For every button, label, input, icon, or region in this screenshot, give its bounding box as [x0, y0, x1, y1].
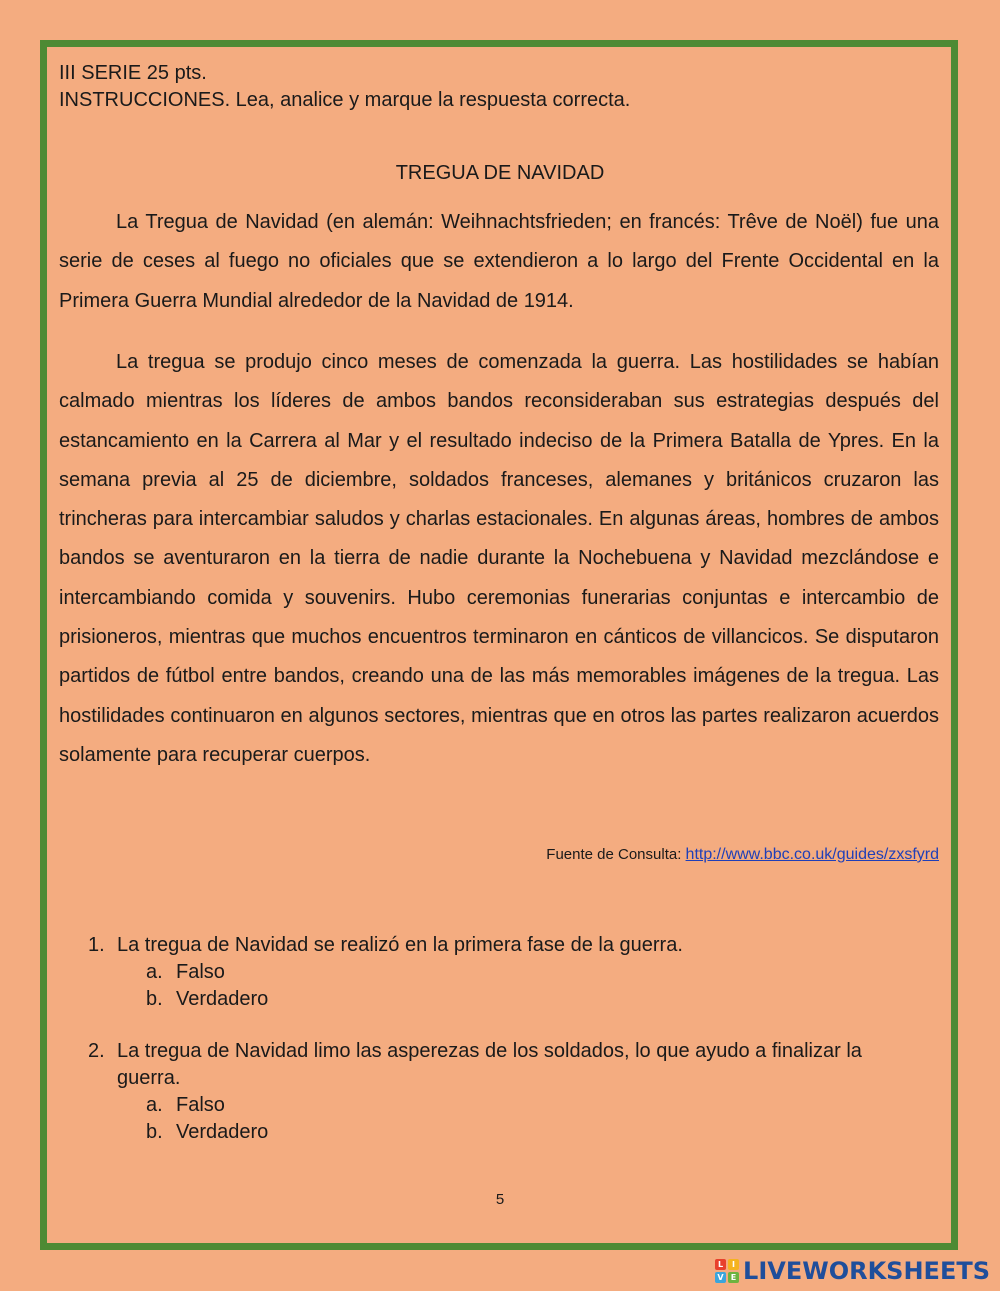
option-letter: a.	[146, 961, 163, 983]
source-label: Fuente de Consulta:	[546, 846, 682, 863]
option-letter: b.	[146, 988, 163, 1010]
option-letter: b.	[146, 1121, 163, 1143]
logo-letter-l: L	[715, 1259, 726, 1270]
source-link[interactable]: http://www.bbc.co.uk/guides/zxsfyrd	[685, 846, 939, 863]
answer-option-2b[interactable]	[88, 1119, 888, 1146]
question-2	[88, 1038, 888, 1146]
question-number: 1.	[88, 934, 105, 956]
page-number: 5	[495, 1191, 505, 1208]
logo-letter-i: I	[728, 1259, 739, 1270]
option-label: Verdadero	[176, 1121, 269, 1143]
option-label: Falso	[176, 1094, 225, 1116]
option-label: Falso	[176, 961, 225, 983]
liveworksheets-logo-icon	[715, 1259, 739, 1283]
question-1	[88, 932, 888, 1013]
liveworksheets-brand	[715, 1256, 990, 1286]
answer-option-1a[interactable]	[88, 959, 888, 986]
source-citation	[546, 845, 939, 865]
series-label: III SERIE 25 pts.	[59, 62, 207, 84]
question-text: La tregua de Navidad limo las asperezas de los soldados, lo que ayudo a finalizar la guerra.	[117, 1040, 862, 1089]
reading-paragraph-1: La Tregua de Navidad (en alemán: Weihnachtsfrieden; en francés: Trêve de Noël) fue una serie de ceses al fuego no oficiales que se extendieron a lo largo del Frente Occidental en la Primera Guerra Mundial alrededor de la Navidad de 1914.	[59, 211, 939, 312]
question-number: 2.	[88, 1040, 105, 1062]
worksheet-header	[59, 60, 630, 114]
option-label: Verdadero	[176, 988, 269, 1010]
logo-letter-v: V	[715, 1272, 726, 1283]
logo-letter-e: E	[728, 1272, 739, 1283]
brand-name: LIVEWORKSHEETS	[743, 1257, 990, 1285]
reading-paragraph-2: La tregua se produjo cinco meses de comenzada la guerra. Las hostilidades se habían calmado mientras los líderes de ambos bandos reconsideraban sus estrategias después del estancamiento en la Carrera al Mar y el resultado indeciso de la Primera Batalla de Ypres. En la semana previa al 25 de diciembre, soldados franceses, alemanes y británicos cruzaron las trincheras para intercambiar saludos y charlas estacionales. En algunas áreas, hombres de ambos bandos se aventuraron en la tierra de nadie durante la Nochebuena y Navidad mezclándose e intercambiando comida y souvenirs. Hubo ceremonias funerarias conjuntas e intercambio de prisioneros, mientras que muchos encuentros terminaron en cánticos de villancicos. Se disputaron partidos de fútbol entre bandos, creando una de las más memorables imágenes de la tregua. Las hostilidades continuaron en algunos sectores, mientras que en otros las partes realizaron acuerdos solamente para recuperar cuerpos.	[59, 351, 939, 766]
instructions-text: INSTRUCCIONES. Lea, analice y marque la respuesta correcta.	[59, 89, 631, 111]
answer-option-2a[interactable]	[88, 1092, 888, 1119]
option-letter: a.	[146, 1094, 163, 1116]
reading-title: TREGUA DE NAVIDAD	[395, 162, 605, 184]
question-text: La tregua de Navidad se realizó en la primera fase de la guerra.	[117, 934, 683, 956]
answer-option-1b[interactable]	[88, 986, 888, 1013]
